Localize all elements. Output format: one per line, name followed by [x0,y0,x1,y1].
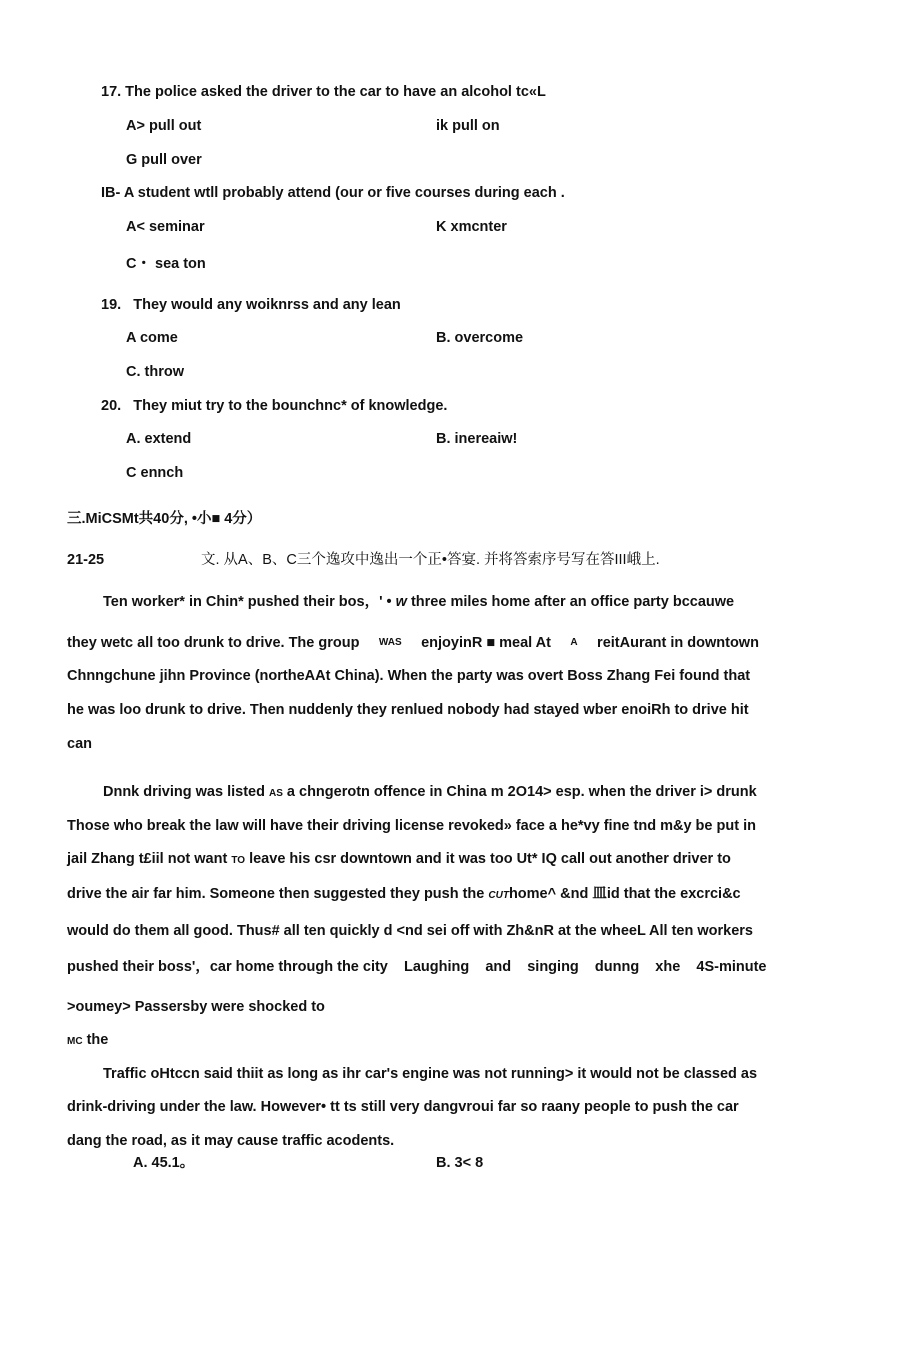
passage-line: drive the air far him. Someone then suggested they push the CUThome^ &nd 皿id that the excrci&c [67,886,741,902]
q17-option-a: A> pull out [126,118,202,134]
q20-option-b: B. inereaiw! [436,431,518,447]
q21-option-a: A. 45.1。 [133,1155,195,1171]
q19-option-a: A come [126,330,178,346]
passage-line: MC the [67,1032,109,1048]
q19-option-b: B. overcome [436,330,524,346]
passage-line: Those who break the law will have their driving license revoked» face a he*vy fine tnd m&y be put in [67,818,756,834]
passage-line: >oumey> Passersby were shocked to [67,999,325,1015]
q19-option-c: C. throw [126,364,184,380]
q18-stem: IB- A student wtll probably attend (our or five courses during each . [101,185,565,201]
section-instruction: 文. 从A、B、C三个逸攻中逸出一个正•答宴. 并将答索序号写在答III峨上. [201,552,660,568]
passage-line: Dnnk driving was listed AS a chngerotn offence in China m 2O14> esp. when the driver i> drunk [103,784,757,800]
passage-line: Traffic oHtccn said thiit as long as ihr car's engine was not running> it would not be classed as [103,1066,758,1082]
q18-option-b: K xmcnter [436,219,507,235]
q20-stem: 20. They miut try to the bounchnc* of knowledge. [101,398,448,414]
section-heading: 三.MiCSMt共40分, •小■ 4分） [67,511,262,527]
passage-line: he was loo drunk to drive. Then nuddenly they renlued nobody had stayed wber enoiRh to drive hit [67,702,749,718]
q18-option-c: C・ sea ton [126,256,206,272]
q17-option-c: G pull over [126,152,202,168]
q20-option-a: A. extend [126,431,192,447]
passage-line: would do them all good. Thus# all ten quickly d <nd sei off with Zh&nR at the wheeL All ten workers [67,923,753,939]
question-range: 21-25 [67,552,105,568]
q17-stem: 17. The police asked the driver to the car to have an alcohol tc«L [101,84,546,100]
passage-line: jail Zhang t£iil not want TO leave his csr downtown and it was too Ut* IQ call out another driver to [67,851,731,867]
q21-option-b: B. 3< 8 [436,1155,484,1171]
passage-line: Ten worker* in Chin* pushed their bos，' • w three miles home after an office party bccauwe [103,594,735,610]
q17-option-b: ik pull on [436,118,500,134]
q18-option-a: A< seminar [126,219,205,235]
q19-stem: 19. They would any woiknrss and any lean [101,297,401,313]
passage-line: dang the road, as it may cause traffic acodents. [67,1133,395,1149]
passage-line: drink-driving under the law. However• tt ts still very dangvroui far so raany people to push the car [67,1099,739,1115]
q20-option-c: C ennch [126,465,184,481]
passage-line: they wetc all too drunk to drive. The group WAS enjoyinR ■ meal At A reitAurant in downtown [67,635,759,651]
passage-line: pushed their boss'，car home through the city Laughing and singing dunng xhe 4S-minute [67,959,767,975]
passage-line: can [67,736,92,752]
passage-line: Chnngchune jihn Province (northeAAt China). When the party was overt Boss Zhang Fei found that [67,668,751,684]
